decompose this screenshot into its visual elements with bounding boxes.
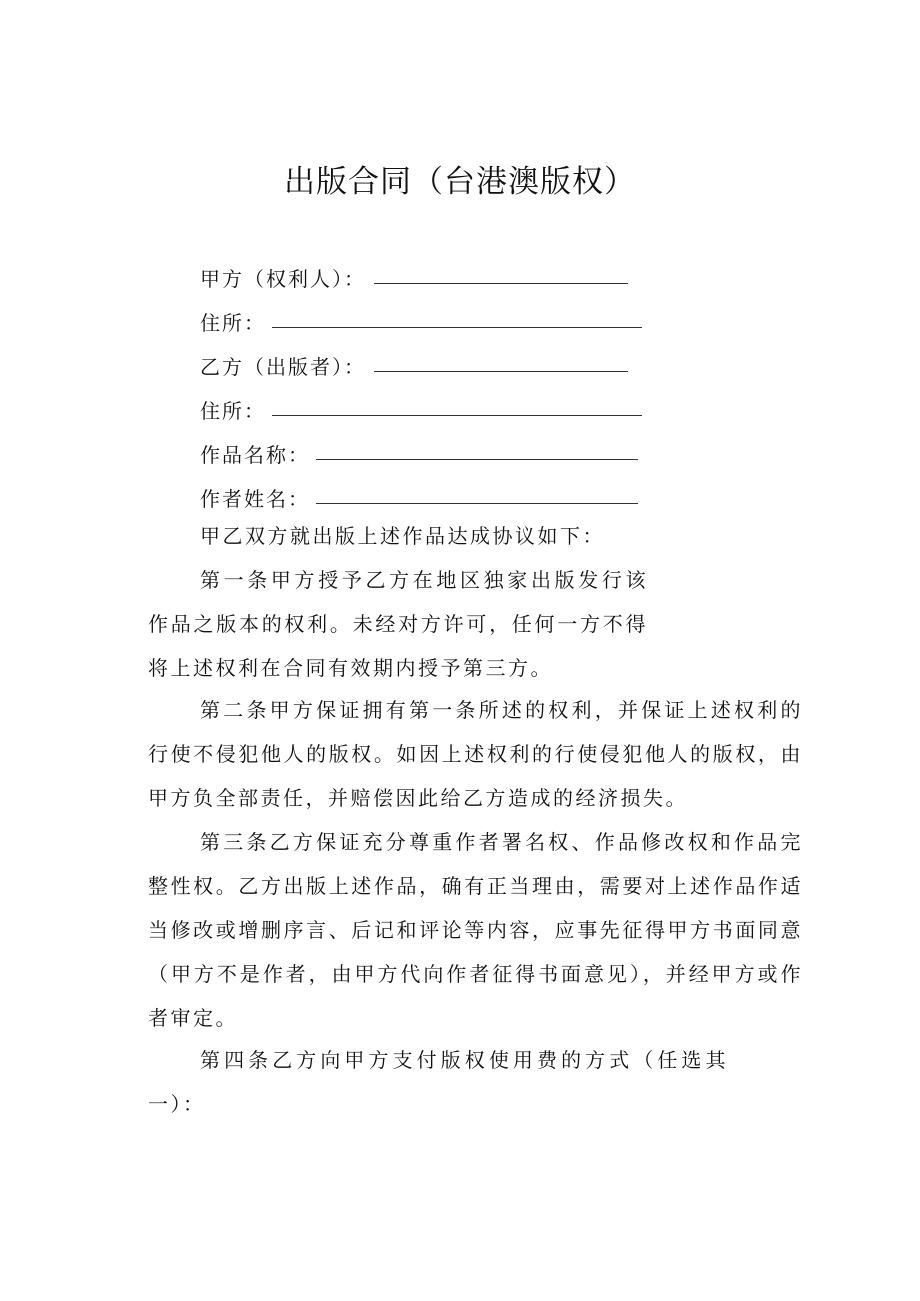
field-author-name — [200, 476, 638, 512]
field-address-a — [200, 300, 642, 336]
article-1: 第一条甲方授予乙方在地区独家出版发行该作品之版本的权利。未经对方许可，任何一方不得将上述权利在合同有效期内授予第三方。 — [148, 568, 648, 680]
blank-line — [316, 458, 638, 460]
field-label: 甲方（权利人）： — [200, 267, 366, 291]
field-label: 乙方（出版者）： — [200, 355, 366, 379]
blank-line — [374, 370, 628, 372]
article-3: 第三条乙方保证充分尊重作者署名权、作品修改权和作品完整性权。乙方出版上述作品，确有正当理由，需要对上述作品作适当修改或增删序言、后记和评论等内容，应事先征得甲方书面同意（甲方不是作者，由甲方代向作者征得书面意见），并经甲方或作者审定。 — [148, 830, 803, 1030]
field-label: 住所： — [200, 399, 266, 423]
field-publisher — [200, 344, 628, 380]
field-rights-holder — [200, 256, 628, 292]
blank-line — [374, 282, 628, 284]
field-work-title — [200, 432, 638, 468]
blank-line — [316, 502, 638, 504]
field-label: 作者姓名： — [200, 487, 310, 511]
document-title: 出版合同（台港澳版权） — [284, 164, 636, 200]
field-address-b — [200, 388, 642, 424]
field-label: 作品名称： — [200, 443, 310, 467]
intro-text: 甲乙双方就出版上述作品达成协议如下： — [200, 524, 605, 548]
article-2: 第二条甲方保证拥有第一条所述的权利，并保证上述权利的行使不侵犯他人的版权。如因上述权利的行使侵犯他人的版权，由甲方负全部责任，并赔偿因此给乙方造成的经济损失。 — [148, 698, 803, 810]
blank-line — [272, 414, 642, 416]
blank-line — [272, 326, 642, 328]
article-4: 第四条乙方向甲方支付版权使用费的方式（任选其一）： — [148, 1048, 728, 1116]
field-label: 住所： — [200, 311, 266, 335]
